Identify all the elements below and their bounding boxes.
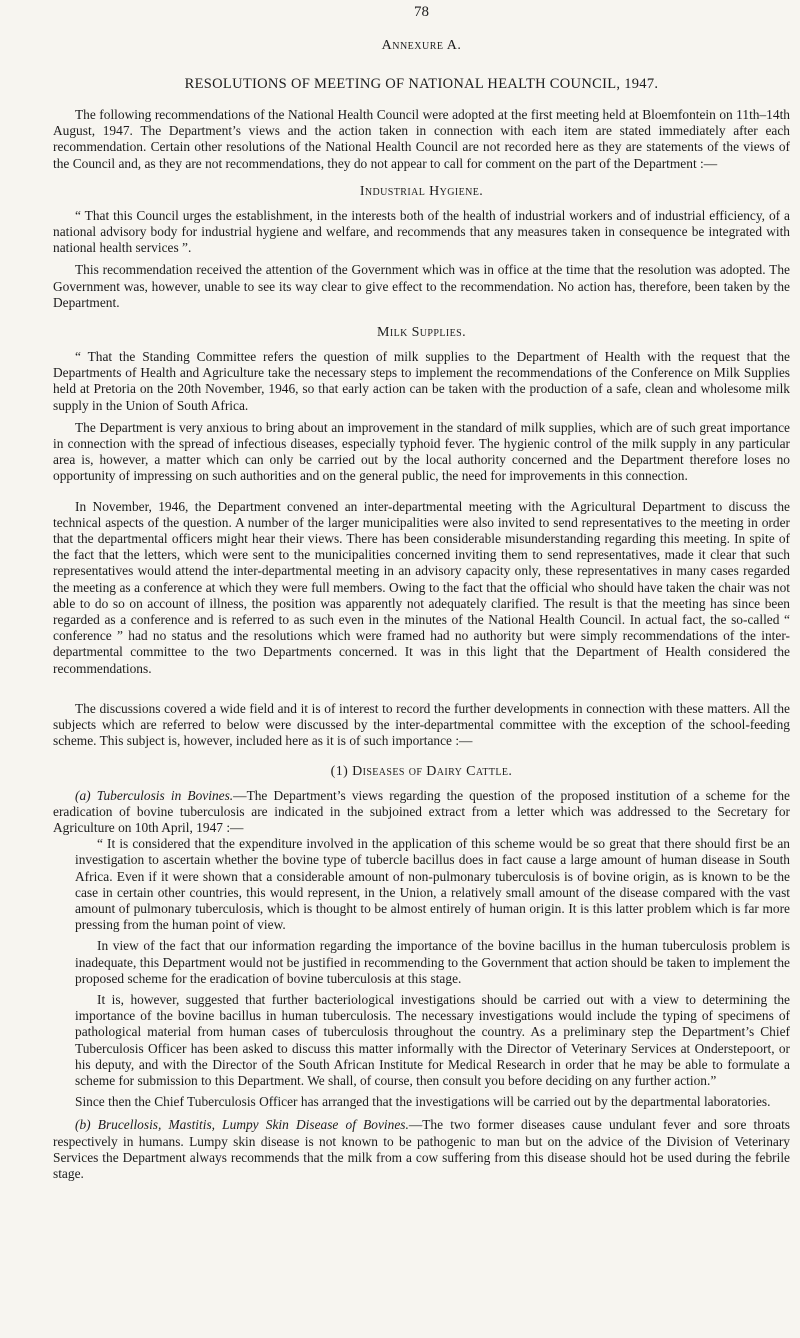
since-paragraph: Since then the Chief Tuberculosis Officer has arranged that the investigations will be carried out by the departmental laboratories.	[75, 1094, 771, 1110]
brucellosis-paragraph	[53, 1117, 790, 1182]
tuberculosis-label: (a) Tuberculosis in Bovines.	[75, 787, 234, 803]
letter-paragraph-1: “ It is considered that the expenditure involved in the application of this scheme would be so great that there should first be an investigation to ascertain whether the bovine type of tubercle bacillus does in fact cause a large amount of human disease in South Africa. Even if it were shown that a considerable amount of non-pulmonary tuberculosis is of bovine origin, as is known to be the case in certain other countries, this would represent, in the Union, a relatively small amount of the disease compared with the vast amount of pulmonary tuberculosis, which is thought to be almost entirely of human origin. It is this latter problem which is far more pressing from the human point of view.	[75, 836, 790, 933]
industrial-resolution: “ That this Council urges the establishment, in the interests both of the health of industrial workers and of industrial efficiency, of a national advisory body for industrial hygiene and welfare, and recommends that any measures taken in consequence be integrated with national health services ”.	[53, 207, 790, 256]
milk-resolution: “ That the Standing Committee refers the question of milk supplies to the Department of Health with the request that the Departments of Health and Agriculture take the necessary steps to implement the recommendations of the Conference on Milk Supplies held at Pretoria on the 20th November, 1946, so that early action can be taken with the production of a safe, clean and wholesome milk supply in the Union of South Africa.	[53, 349, 790, 413]
tuberculosis-paragraph	[53, 788, 790, 837]
letter-paragraph-3: It is, however, suggested that further bacteriological investigations should be carried out with a view to determining the importance of the bovine bacillus in human tuberculosis. The necessary investigations would include the typing of specimens of pathological material from human cases of tuberculosis throughout the country. As a preliminary step the Department’s Chief Tuberculosis Officer has been asked to discuss this matter informally with the Director of Veterinary Services at Onderstepoort, or his deputy, and with the Director of the South African Institute for Medical Research in order that he may be able to formulate a scheme for submission to this Department. We shall, of course, then consult you before deciding on any further action.”	[75, 991, 790, 1088]
milk-meeting-paragraph: In November, 1946, the Department convened an inter-departmental meeting with the Agricultural Department to discuss the technical aspects of the question. A number of the larger municipalities were also invited to send representatives to the meeting in order that the departmental officers might hear their views. There has been considerable misunderstanding regarding this meeting. In spite of the fact that the letters, which were sent to the municipalities concerned inviting them to send representatives, made it clear that such representatives would attend the inter-departmental meeting in an advisory capacity only, these representatives in many cases regarded the meeting as a conference at which they were full members. Owing to the fact that the official who should have taken the chair was not able to do so on account of illness, the position was apparently not adequately clarified. The result is that the meeting has since been regarded as a conference and is referred to as such even in the minutes of the National Health Council. In actual fact, the so-called “ conference ” had no status and the resolutions which were framed had no authority but were simply recommendations of the inter-departmental committee to the two Departments concerned. It was in this light that the Department of Health considered the recommendations.	[53, 498, 790, 676]
dairy-cattle-heading: (1) Diseases of Dairy Cattle.	[330, 763, 513, 779]
industrial-response: This recommendation received the attention of the Government which was in office at the time that the resolution was adopted. The Government was, however, unable to see its way clear to give effect to the recommendation. No action has, therefore, been taken by the Department.	[53, 262, 790, 310]
milk-discussions-paragraph: The discussions covered a wide field and it is of interest to record the further developments in connection with these matters. All the subjects which are referred to below were discussed by the inter-departmental committee with the exception of the school-feeding scheme. This subject is, however, included here as it is of such importance :—	[53, 700, 790, 749]
document-title: RESOLUTIONS OF MEETING OF NATIONAL HEALTH COUNCIL, 1947.	[184, 76, 659, 92]
milk-supplies-heading: Milk Supplies.	[377, 325, 466, 341]
brucellosis-label: (b) Brucellosis, Mastitis, Lumpy Skin Disease of Bovines.	[75, 1117, 409, 1133]
annexure-label: Annexure A.	[381, 38, 462, 53]
brucellosis-text: —The two former diseases cause undulant fever and sore throats respectively in humans. Lumpy skin disease is not known to be pathogenic to man but on the advice of the Division of Veterinary Services the Department always recommends that the milk from a cow suffering from this disease should hot be used during the febrile stage.	[53, 1117, 791, 1181]
tuberculosis-text: —The Department’s views regarding the question of the proposed institution of a scheme for the eradication of bovine tuberculosis are indicated in the subjoined extract from a letter which was addressed to the Secretary for Agriculture on 10th April, 1947 :—	[53, 787, 791, 835]
page-number: 78	[414, 4, 429, 20]
industrial-hygiene-heading: Industrial Hygiene.	[359, 183, 484, 199]
letter-extract	[53, 836, 790, 1089]
intro-paragraph: The following recommendations of the National Health Council were adopted at the first meeting held at Bloemfontein on 11th–14th August, 1947. The Department’s views and the action taken in connection with each item are stated immediately after each recommendation. Certain other resolutions of the National Health Council are not recorded here as they are statements of the views of the Council and, as they are not recommendations, they do not appear to call for comment on the part of the Department :—	[53, 107, 790, 171]
letter-paragraph-2: In view of the fact that our information regarding the importance of the bovine bacillus in the human tuberculosis problem is inadequate, this Department would not be justified in recommending to the Government that action should be taken to implement the proposed scheme for the eradication of bovine tuberculosis at this stage.	[75, 938, 790, 986]
milk-response: The Department is very anxious to bring about an improvement in the standard of milk supplies, which are of such great importance in connection with the spread of infectious diseases, especially typhoid fever. The hygienic control of the milk supply in any particular area is, however, a matter which can only be carried out by the local authority concerned and the Department therefore loses no opportunity of impressing on such authorities and on the general public, the need for improvements in this connection.	[53, 419, 790, 484]
